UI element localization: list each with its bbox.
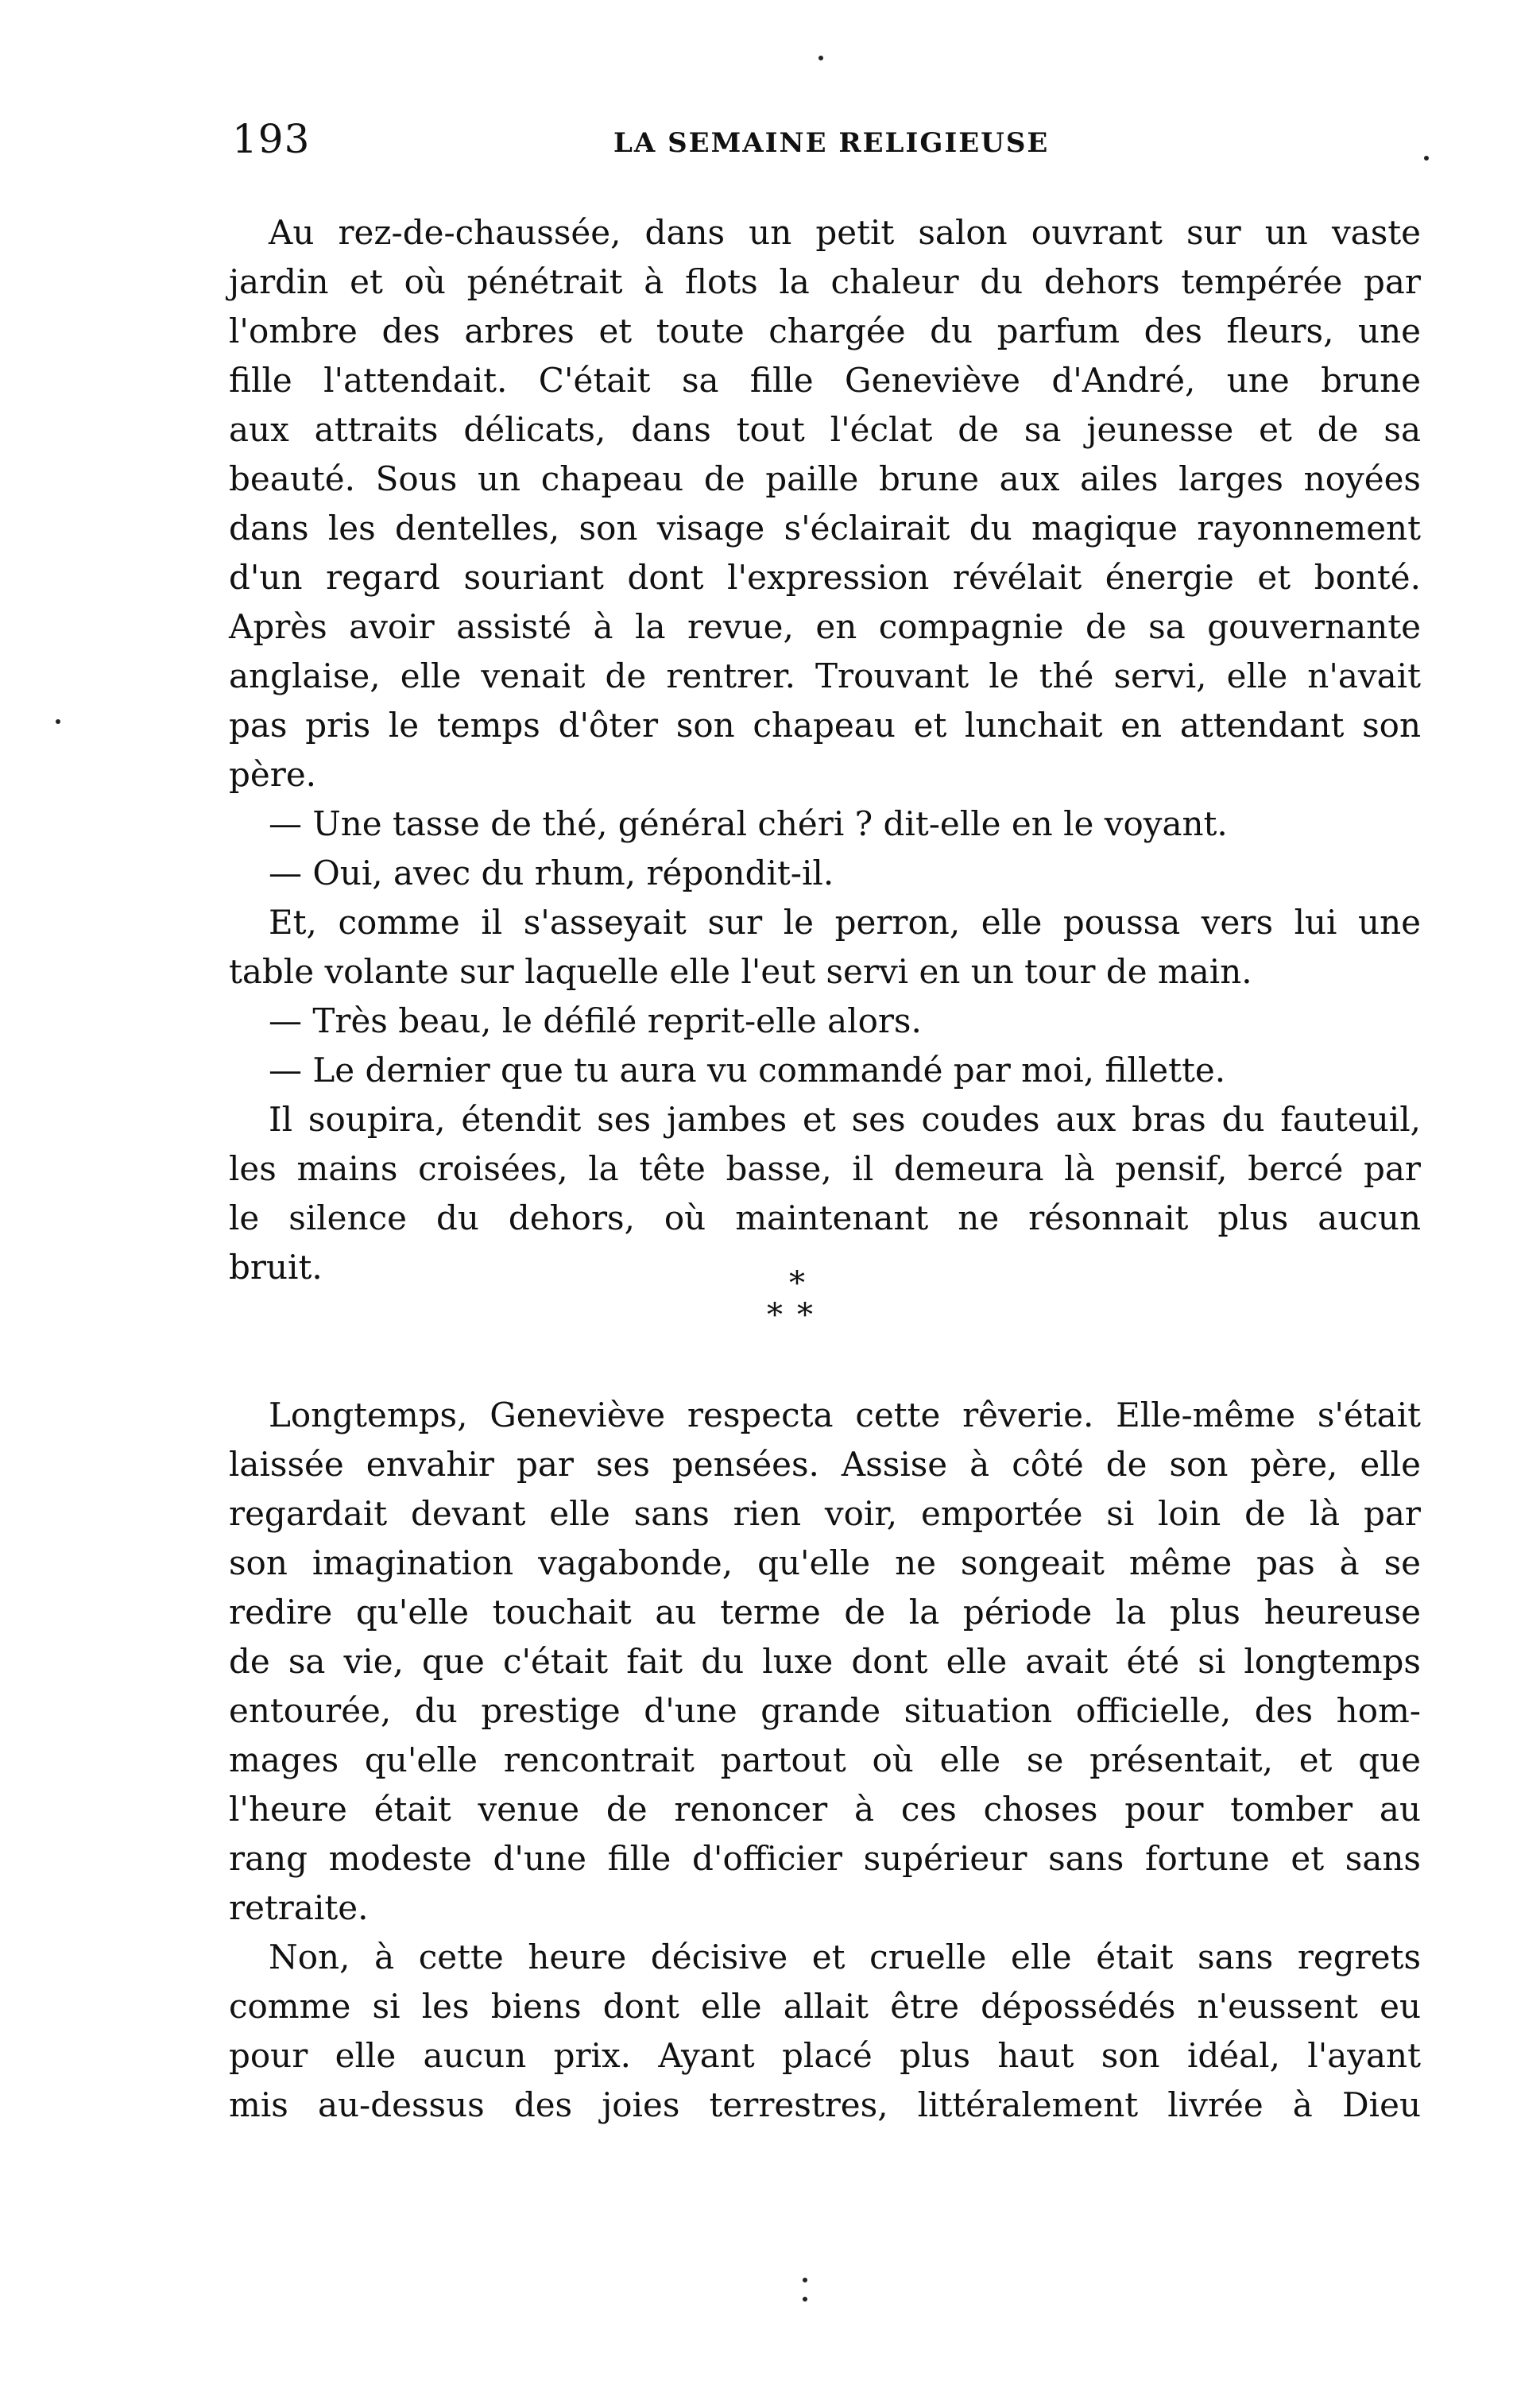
text-line: comme si les biens dont elle allait être dépossédés n'eussent eu xyxy=(229,1987,1421,2026)
text-line: table volante sur laquelle elle l'eut servi en un tour de main. xyxy=(229,952,1252,991)
text-line: père. xyxy=(229,755,317,794)
text-line: laissée envahir par ses pensées. Assise à côté de son père, elle xyxy=(229,1445,1421,1484)
text-line: bruit. xyxy=(229,1248,323,1287)
dialogue-line: — Une tasse de thé, général chéri ? dit-elle en le voyant. xyxy=(269,804,1228,843)
running-head: LA SEMAINE RELIGIEUSE xyxy=(613,127,1050,159)
text-line: le silence du dehors, où maintenant ne résonnait plus aucun xyxy=(229,1198,1421,1237)
text-line: jardin et où pénétrait à flots la chaleur du dehors tempérée par xyxy=(229,262,1421,301)
asterism-top: * xyxy=(789,1265,805,1302)
page-header xyxy=(232,115,1432,171)
text-line: pour elle aucun prix. Ayant placé plus haut son idéal, l'ayant xyxy=(229,2036,1421,2075)
text-line: mis au-dessus des joies terrestres, littéralement livrée à Dieu xyxy=(229,2085,1421,2124)
text-line: regardait devant elle sans rien voir, emportée si loin de là par xyxy=(229,1494,1421,1533)
text-line: Et, comme il s'asseyait sur le perron, elle poussa vers lui une xyxy=(269,903,1421,942)
text-line: pas pris le temps d'ôter son chapeau et lunchait en attendant son xyxy=(229,706,1421,745)
text-line: retraite. xyxy=(229,1888,369,1927)
text-line: rang modeste d'une fille d'officier supérieur sans fortune et sans xyxy=(229,1839,1421,1878)
section-separator xyxy=(761,1265,833,1334)
asterism-bottom: ** xyxy=(767,1297,827,1334)
scan-speck xyxy=(1424,156,1429,161)
text-line: beauté. Sous un chapeau de paille brune aux ailes larges noyées xyxy=(229,459,1421,498)
text-line: l'heure était venue de renoncer à ces choses pour tomber au xyxy=(229,1790,1421,1829)
text-line: de sa vie, que c'était fait du luxe dont elle avait été si longtemps xyxy=(229,1642,1421,1681)
text-line: Au rez-de-chaussée, dans un petit salon ouvrant sur un vaste xyxy=(269,213,1421,252)
scan-speck xyxy=(803,2297,807,2302)
scan-speck xyxy=(803,2278,807,2282)
text-line: mages qu'elle rencontrait partout où elle se présentait, et que xyxy=(229,1740,1421,1779)
text-line: d'un regard souriant dont l'expression révélait énergie et bonté. xyxy=(229,558,1421,597)
scan-speck xyxy=(818,56,823,60)
text-line: Longtemps, Geneviève respecta cette rêverie. Elle-même s'était xyxy=(269,1396,1421,1434)
text-line: aux attraits délicats, dans tout l'éclat de sa jeunesse et de sa xyxy=(229,410,1421,449)
text-line: anglaise, elle venait de rentrer. Trouvant le thé servi, elle n'avait xyxy=(229,656,1421,695)
text-line: dans les dentelles, son visage s'éclairait du magique rayonnement xyxy=(229,509,1421,548)
text-line: fille l'attendait. C'était sa fille Geneviève d'André, une brune xyxy=(229,361,1421,400)
text-line: Après avoir assisté à la revue, en compagnie de sa gouvernante xyxy=(229,607,1421,646)
text-line: les mains croisées, la tête basse, il demeura là pensif, bercé par xyxy=(229,1149,1421,1188)
dialogue-line: — Oui, avec du rhum, répondit-il. xyxy=(269,854,834,892)
text-line: son imagination vagabonde, qu'elle ne songeait même pas à se xyxy=(229,1543,1421,1582)
scan-speck xyxy=(56,719,60,724)
page-number: 193 xyxy=(232,116,311,162)
text-line: entourée, du prestige d'une grande situation officielle, des hom- xyxy=(229,1691,1421,1730)
dialogue-line: — Le dernier que tu aura vu commandé par moi, fillette. xyxy=(269,1051,1226,1090)
text-line: Il soupira, étendit ses jambes et ses coudes aux bras du fauteuil, xyxy=(269,1100,1421,1139)
text-line: l'ombre des arbres et toute chargée du parfum des fleurs, une xyxy=(229,312,1421,350)
dialogue-line: — Très beau, le défilé reprit-elle alors. xyxy=(269,1001,922,1040)
text-line: Non, à cette heure décisive et cruelle elle était sans regrets xyxy=(269,1938,1421,1976)
text-line: redire qu'elle touchait au terme de la période la plus heureuse xyxy=(229,1593,1421,1632)
